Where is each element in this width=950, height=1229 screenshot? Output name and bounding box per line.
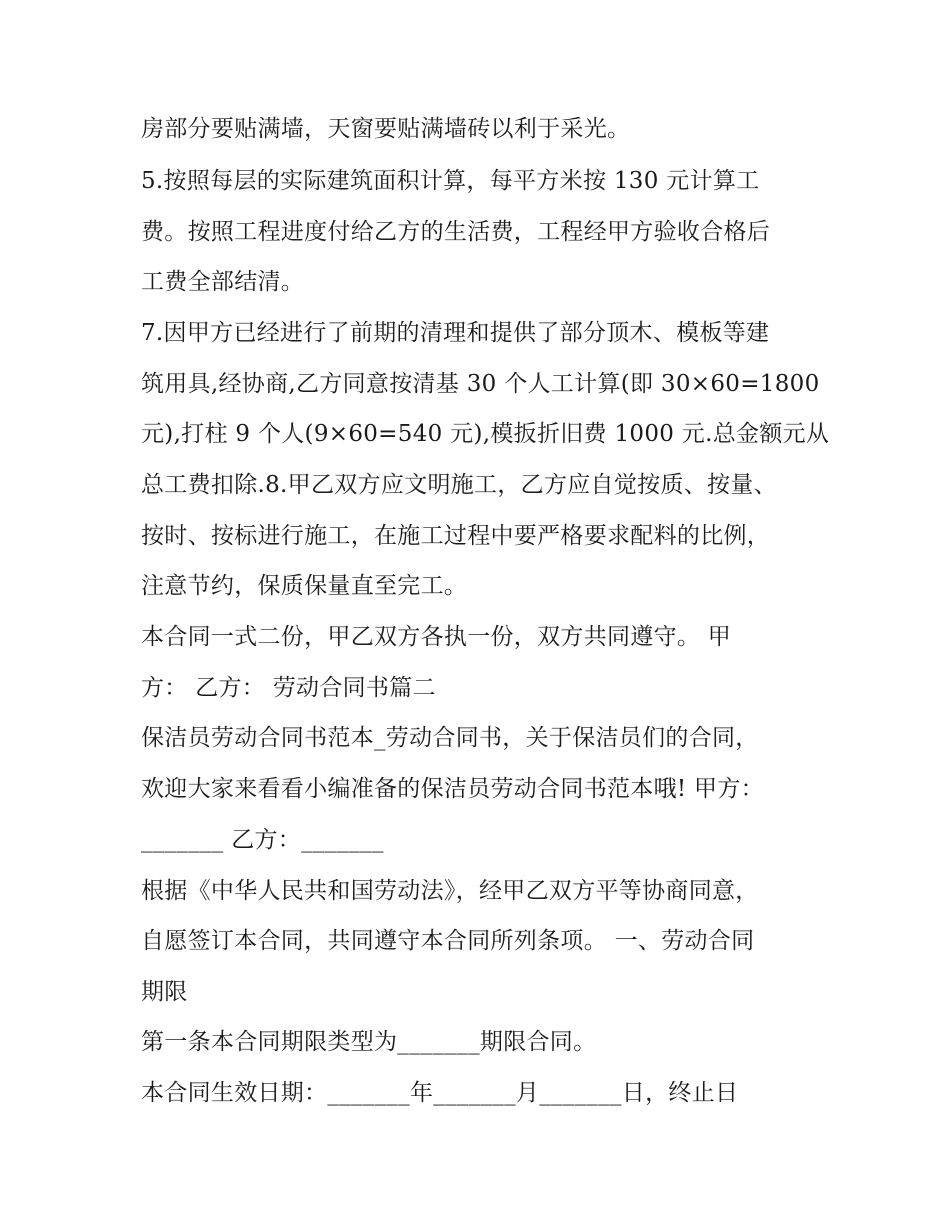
text-line: 元),打柱 9 个人(9×60=540 元),模扳折旧费 1000 元.总金额元从 — [141, 421, 830, 447]
text-line: 自愿签订本合同，共同遵守本合同所列条项。 一、劳动合同 — [141, 928, 755, 954]
text-line: _______ 乙方：_______ — [141, 827, 384, 853]
text-line: 第一条本合同期限类型为_______期限合同。 — [141, 1029, 597, 1055]
text-line: 总工费扣除.8.甲乙双方应文明施工，乙方应自觉按质、按量、 — [141, 472, 777, 498]
text-line: 7.因甲方已经进行了前期的清理和提供了部分顶木、模板等建 — [141, 320, 770, 346]
text-line: 费。按照工程进度付给乙方的生活费，工程经甲方验收合格后 — [141, 219, 771, 245]
text-line: 方： 乙方： 劳动合同书篇二 — [141, 675, 436, 701]
text-line: 5.按照每层的实际建筑面积计算，每平方米按 130 元计算工 — [141, 168, 760, 194]
text-line: 筑用具,经协商,乙方同意按清基 30 个人工计算(即 30×60=1800 — [141, 371, 820, 397]
text-line: 按时、按标进行施工，在施工过程中要严格要求配料的比例， — [141, 523, 771, 549]
text-line: 工费全部结清。 — [141, 269, 305, 295]
text-line: 欢迎大家来看看小编准备的保洁员劳动合同书范本哦! 甲方： — [141, 776, 764, 802]
text-line: 本合同一式二份，甲乙双方各执一份，双方共同遵守。 甲 — [141, 624, 732, 650]
text-line: 本合同生效日期：_______年_______月_______日，终止日 — [141, 1080, 739, 1106]
text-line: 房部分要贴满墙，天窗要贴满墙砖以利于采光。 — [141, 116, 631, 142]
text-line: 期限 — [141, 979, 188, 1005]
text-line: 根据《中华人民共和国劳动法》，经甲乙双方平等协商同意， — [141, 878, 759, 904]
text-line: 注意节约，保质保量直至完工。 — [141, 573, 468, 599]
text-line: 保洁员劳动合同书范本_劳动合同书，关于保洁员们的合同， — [141, 725, 759, 751]
